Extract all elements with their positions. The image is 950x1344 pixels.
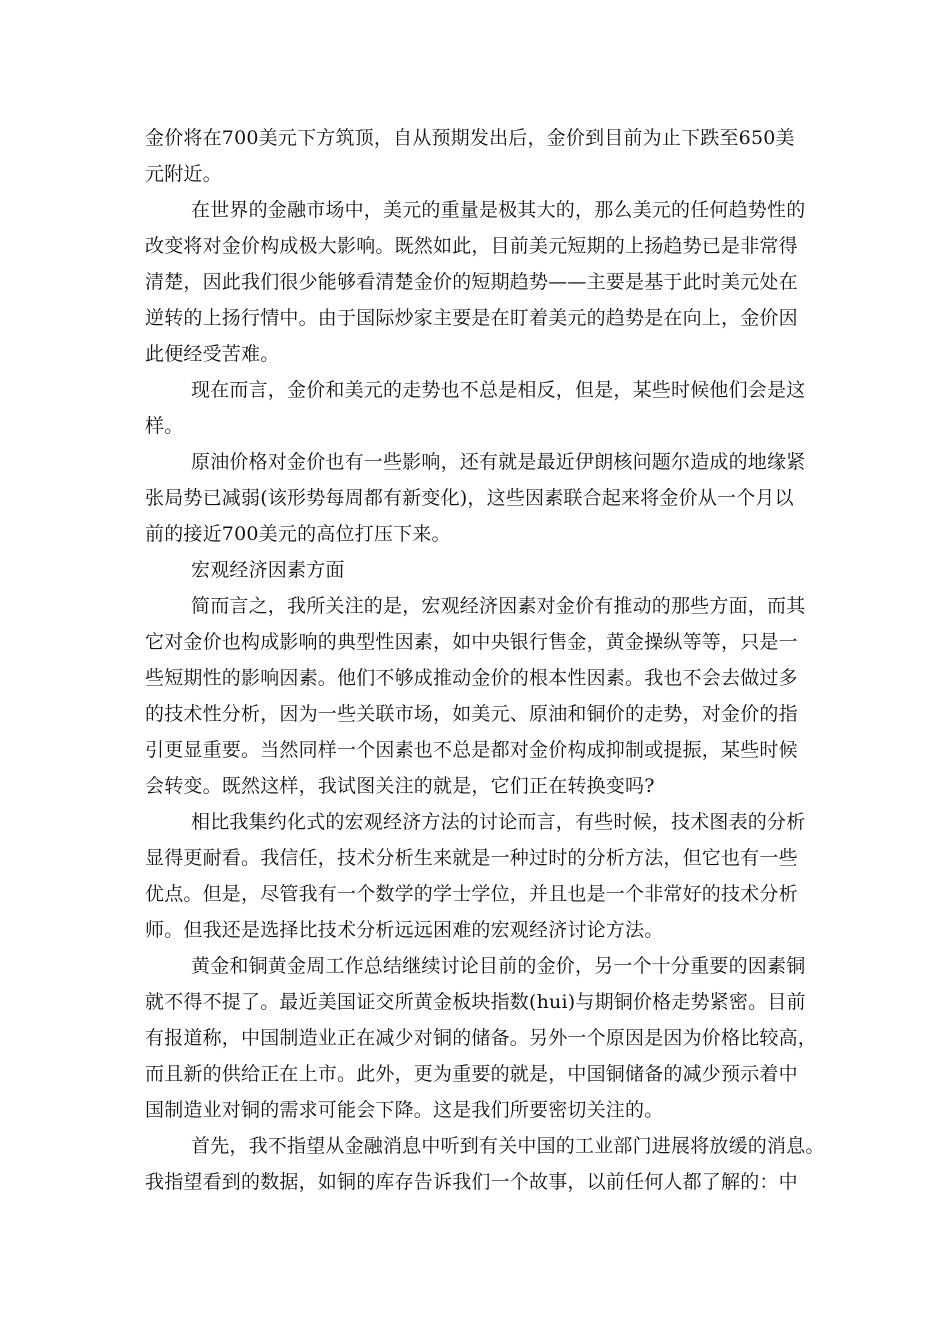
text-line: 现在而言，金价和美元的走势也不总是相反，但是，某些时候他们会是这: [191, 379, 806, 401]
text-line: 原油价格对金价也有一些影响，还有就是最近伊朗核问题尔造成的地缘紧: [191, 451, 806, 473]
text-line: 样。: [145, 415, 184, 437]
text-line: 此便经受苦难。: [145, 343, 280, 365]
text-line: 简而言之，我所关注的是，宏观经济因素对金价有推动的那些方面，而其: [191, 595, 806, 617]
document-body: [145, 120, 825, 1200]
text-line: 引更显重要。当然同样一个因素也不总是都对金价构成抑制或提振，某些时候: [145, 739, 798, 761]
text-line: 国制造业对铜的需求可能会下降。这是我们所要密切关注的。: [145, 1099, 664, 1121]
text-line: 相比我集约化式的宏观经济方法的讨论而言，有些时候，技术图表的分析: [191, 811, 806, 833]
text-line: 显得更耐看。我信任，技术分析生来就是一种过时的分析方法，但它也有一些: [145, 847, 798, 869]
text-line: 的技术性分析，因为一些关联市场，如美元、原油和铜价的走势，对金价的指: [145, 703, 798, 725]
text-line: 优点。但是，尽管我有一个数学的学士学位，并且也是一个非常好的技术分析: [145, 883, 798, 905]
text-line: 张局势已减弱(该形势每周都有新变化)，这些因素联合起来将金价从一个月以: [145, 487, 794, 509]
text-line: 元附近。: [145, 163, 222, 185]
text-line: 逆转的上扬行情中。由于国际炒家主要是在盯着美元的趋势是在向上，金价因: [145, 307, 798, 329]
text-line: 师。但我还是选择比技术分析远远困难的宏观经济讨论方法。: [145, 919, 664, 941]
text-line: 金价将在700美元下方筑顶，自从预期发出后，金价到目前为止下跌至650美: [145, 127, 795, 149]
text-line: 首先，我不指望从金融消息中听到有关中国的工业部门进展将放缓的消息。: [191, 1135, 825, 1157]
text-line: 清楚，因此我们很少能够看清楚金价的短期趋势——主要是基于此时美元处在: [145, 271, 798, 293]
text-line: 会转变。既然这样，我试图关注的就是，它们正在转换变吗?: [145, 775, 655, 797]
text-line: 我指望看到的数据，如铜的库存告诉我们一个故事，以前任何人都了解的：中: [145, 1171, 798, 1193]
text-line: 改变将对金价构成极大影响。既然如此，目前美元短期的上扬趋势已是非常得: [145, 235, 798, 257]
text-line: 前的接近700美元的高位打压下来。: [145, 523, 451, 545]
text-line: 在世界的金融市场中，美元的重量是极其大的，那么美元的任何趋势性的: [191, 199, 806, 221]
text-line: 黄金和铜黄金周工作总结继续讨论目前的金价，另一个十分重要的因素铜: [191, 955, 806, 977]
text-line: 而且新的供给正在上市。此外，更为重要的就是，中国铜储备的减少预示着中: [145, 1063, 798, 1085]
text-line: 宏观经济因素方面: [191, 559, 345, 581]
text-line: 些短期性的影响因素。他们不够成推动金价的根本性因素。我也不会去做过多: [145, 667, 798, 689]
text-line: 它对金价也构成影响的典型性因素，如中央银行售金，黄金操纵等等，只是一: [145, 631, 798, 653]
text-line: 就不得不提了。最近美国证交所黄金板块指数(hui)与期铜价格走势紧密。目前: [145, 991, 806, 1013]
text-line: 有报道称，中国制造业正在减少对铜的储备。另外一个原因是因为价格比较高，: [145, 1027, 818, 1049]
